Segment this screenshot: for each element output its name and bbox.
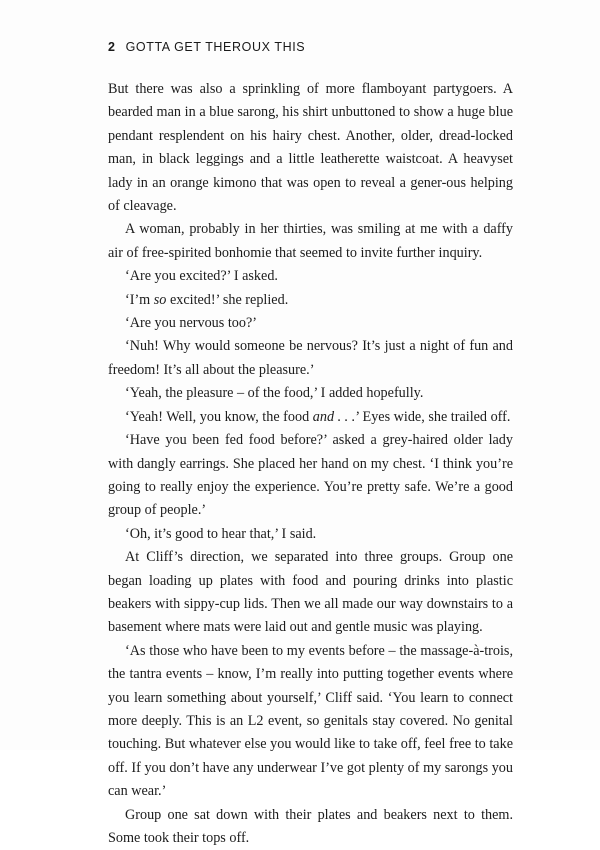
paragraph: At Cliff’s direction, we separated into three groups. Group one began loading up plates with food and pouring drinks into plastic beakers with sippy-cup lids. Then we all made our way downstairs to a basement where mats were laid out and gentle music was playing.	[108, 549, 513, 636]
paragraph: Group one sat down with their plates and beakers next to them. Some took their tops off.	[108, 806, 513, 846]
paragraph: ‘As those who have been to my events before – the massage-à-trois, the tantra events – know, I’m really into putting together events where you learn something about yourself,’ Cliff said. ‘You learn to connect more deeply. This is an L2 event, so genitals stay covered. No genital touching. But whatever else you would like to take off, feel free to take off. If you don’t have any underwear I’ve got plenty of my sarongs you can wear.’	[108, 642, 513, 800]
body-text	[108, 78, 513, 850]
paragraph	[108, 289, 513, 312]
paragraph: ‘Have you been fed food before?’ asked a grey-haired older lady with dangly earrings. She placed her hand on my chest. ‘I think you’re going to really enjoy the experience. You’re pretty safe. We’re a good group of people.’	[108, 432, 513, 519]
paragraph: ‘Oh, it’s good to hear that,’ I said.	[125, 525, 317, 542]
paragraph-text: ‘I’m	[125, 291, 154, 308]
running-header	[108, 40, 305, 54]
paragraph: ‘Nuh! Why would someone be nervous? It’s just a night of fun and freedom! It’s all about the pleasure.’	[108, 338, 513, 378]
paragraph: ‘Yeah, the pleasure – of the food,’ I added hopefully.	[125, 385, 424, 402]
paragraph	[108, 406, 513, 429]
paragraph: A woman, probably in her thirties, was smiling at me with a daffy air of free-spirited bonhomie that seemed to invite further inquiry.	[108, 221, 513, 261]
paragraph: ‘Are you excited?’ I asked.	[125, 268, 278, 285]
paragraph-text: ‘Yeah! Well, you know, the food	[125, 408, 313, 425]
emphasis: and . . .	[312, 408, 356, 425]
running-title: GOTTA GET THEROUX THIS	[125, 40, 306, 54]
paragraph-text: ’ Eyes wide, she trailed off.	[355, 408, 511, 425]
emphasis: so	[153, 291, 167, 308]
paragraph: ‘Are you nervous too?’	[125, 315, 257, 332]
paragraph: But there was also a sprinkling of more flamboyant partygoers. A bearded man in a blue sarong, his shirt unbuttoned to show a huge blue pendant resplendent on his hairy chest. Another, older, dread-locked man, in black leggings and a little leatherette waistcoat. A heavyset lady in an orange kimono that was open to reveal a gener-ous helping of cleavage.	[108, 81, 513, 215]
page-number: 2	[108, 40, 116, 54]
paragraph-text: excited!’ she replied.	[166, 291, 289, 308]
